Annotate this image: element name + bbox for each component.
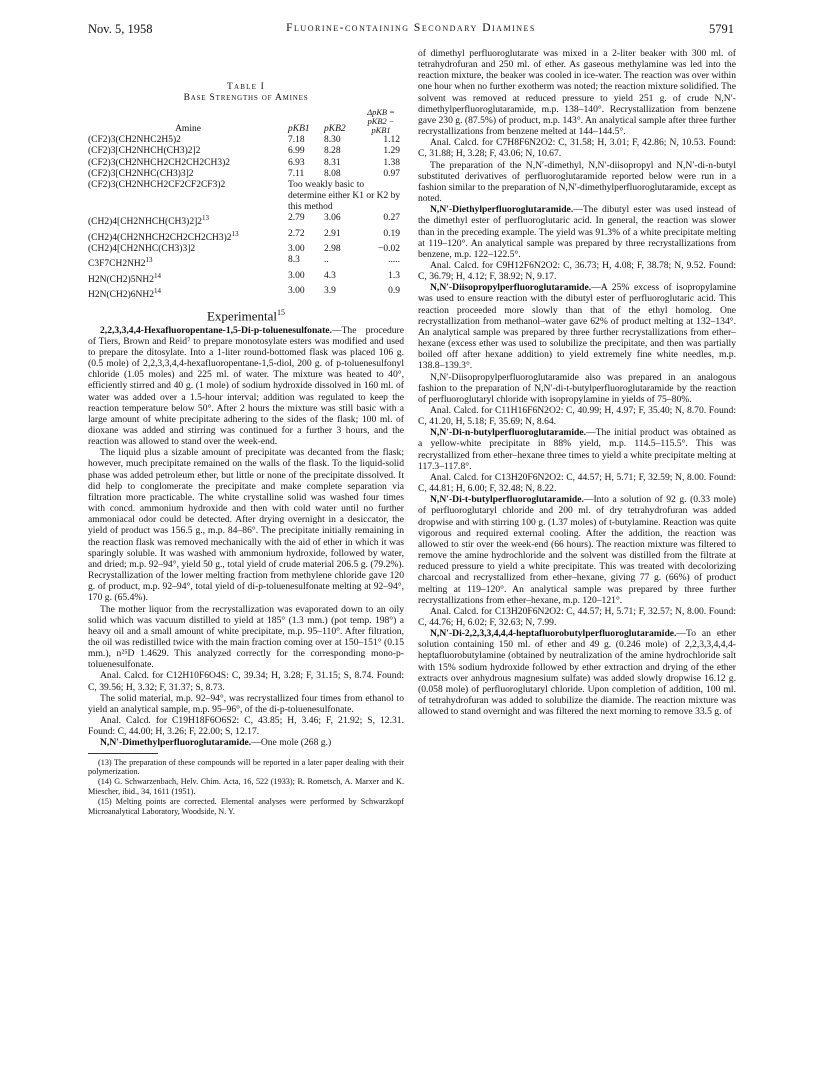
left-paragraph-1-text: —The procedure of Tiers, Brown and Reid⁷ to prepare monotosylate esters was modified and used to prepare the ditosylate. Into a 1-liter round-bottomed flask was placed 106 g. (0.5 mole) of 2,2,3,3,4,4-hexafluoropentane-1,5-diol, 200 g. of p-toluenesulfonyl chloride (1.05 moles) and 225 ml. of water. The mixture was heated to 40°, efficiently stirred and 40 g. (1 mole) of sodium hydroxide dissolved in 160 ml. of water was added over a 1.5-hour interval; addition was regulated to keep the reaction temperature below 50°. After 2 hours the mixture was still basic with a large amount of white precipitate adhering to the sides of the flask; 100 ml. of dioxane was added and stirring was continued for a further 3 hours, and the reaction was allowed to stand over the week-end. [88, 324, 404, 448]
footnote-14: (14) G. Schwarzenbach, Helv. Chim. Acta, 16, 522 (1933); R. Rometsch, A. Marxer and K. Miescher, ibid., 34, 1611 (1951). [88, 777, 404, 797]
table-row [88, 146, 404, 157]
amine-cell [88, 180, 288, 213]
amine-formula: C3F7CH2NH2 [88, 259, 146, 270]
pkb1-cell: 8.3 [288, 255, 300, 266]
right-paragraph-4-text: —A 25% excess of isopropylamine was used to ensure reaction with the dibutyl ester of perfluoroglutaric acid. This reaction proceeded more slowly than that of the ethyl homolog. One recrystallization from methanol–water gave 62% of product melting at 132–134°. An analytical sample was prepared by three further recrystallizations from ether–hexane (excess ether was used to solubilize the precipitate, and then was partially boiled off after hexane addition) to yield extremely fine white needles, m.p. 138.8–139.3°. [418, 282, 736, 372]
right-analysis-2: Anal. Calcd. for C9H12F6N2O2: C, 36.73; H, 4.08; F, 38.78; N, 9.52. Found: C, 36.79; H, 4.12; F, 38.92; N, 9.17. [418, 259, 736, 283]
amine-cell [88, 229, 288, 244]
right-analysis-3: Anal. Calcd. for C11H16F6N2O2: C, 40.99; H, 4.97; F, 35.40; N, 8.70. Found: C, 41.20, H, 5.18; F, 35.69; N, 8.64. [418, 405, 736, 428]
left-paragraph-2: The liquid plus a sizable amount of precipitate was decanted from the flask; however, much precipitate remained on the walls of the flask. To the liquid-solid phase was added petroleum ether, but little or none of the precipitate dissolved. It did help to conglomerate the precipitate and make complete separation via filtration more practicable. The white crystalline solid was washed four times with concd. ammonium hydroxide and then with cold water until no further ammoniacal odor could be detected. After drying overnight in a desiccator, the yield of product was 156.5 g., m.p. 84–86°. The precipitate initially remaining in the reaction flask was removed mechanically with the aid of ether in which it was sparingly soluble. It was washed with ammonium hydroxide, followed by water, and dried; m.p. 92–94°, yield 50 g., total yield of crude material 206.5 g. (79.2%). Recrystallization of the lower melting fraction from methylene chloride gave 120 g. of product, m.p. 92–94°, total yield of di-p-toluenesulfonate melting at 92–94°, 170 g. (65.4%). [88, 447, 404, 604]
left-paragraph-5-text: —One mole (268 g.) [251, 737, 332, 749]
pkb2-cell: 2.98 [324, 244, 341, 255]
amine-formula: (CF2)3[CH2NHC(CH3)3]2 [88, 168, 194, 179]
amine-formula: (CH2)4[CH2NHCH(CH3)2]2 [88, 217, 202, 228]
amine-formula: (CF2)3(CH2NHCH2CH2CH2CH3)2 [88, 157, 230, 168]
amine-formula: (CF2)3(CH2NHC2H5)2 [88, 135, 181, 146]
table-row [88, 229, 404, 244]
amine-ref: 13 [145, 256, 153, 265]
dpk-cell: 0.27 [383, 213, 400, 224]
col-header-dpk: ΔpKB = pKB2 − pKB1 [367, 108, 395, 136]
table-row [88, 255, 404, 270]
footnote-13: (13) The preparation of these compounds will be reported in a later paper dealing with their polymerization. [88, 757, 404, 777]
table-row [88, 213, 404, 228]
dpk-cell: −0.02 [378, 244, 400, 255]
experimental-heading-text: Experimental [206, 308, 278, 324]
right-paragraph-3 [418, 204, 736, 260]
amine-cell [88, 135, 288, 146]
col-header-pkb1: pKB1 [288, 124, 310, 135]
amine-ref: 14 [153, 286, 161, 295]
di-n-butyl-title: N,N′-Di-n-butylperfluoroglutaramide. [430, 427, 587, 439]
amine-cell [88, 146, 288, 157]
left-paragraph-3: The mother liquor from the recrystallization was evaporated down to an oily solid which was vacuum distilled to yield at 185° (1.3 mm.) (pot temp. 198°) a heavy oil and a small amount of white precipitate, m.p. 95–110°. After filtration, the oil was redistilled twice with the main fraction coming over at 150–151° (0.15 mm.), n²⁵D 1.4629. This analyzed correctly for the corresponding mono-p-toluenesulfonate. [88, 603, 404, 671]
amine-cell [88, 169, 288, 180]
footnotes [88, 758, 404, 817]
right-paragraph-4 [418, 282, 736, 371]
amine-ref: 13 [202, 214, 209, 223]
amine-cell [88, 158, 288, 169]
dpk-cell: 0.97 [383, 168, 400, 179]
dpk-cell: 0.19 [383, 228, 400, 239]
pkb2-cell: 4.3 [324, 270, 336, 281]
table-row [88, 244, 404, 255]
header-page-number: 5791 [709, 22, 734, 36]
dpk-cell: 1.12 [383, 135, 400, 146]
pkb2-cell: 2.91 [324, 228, 341, 239]
table-row [88, 180, 404, 213]
amine-cell [88, 271, 288, 286]
dpk-cell: ..... [388, 255, 400, 266]
amine-formula: (CF2)3[CH2NHCH(CH3)2]2 [88, 146, 201, 157]
table-title: Table I [226, 82, 266, 92]
pkb1-cell: 7.11 [288, 168, 305, 179]
amine-formula: H2N(CH2)6NH2 [88, 289, 154, 300]
table-row [88, 169, 404, 180]
right-column [418, 48, 736, 717]
amine-cell [88, 255, 288, 270]
page-header [88, 22, 734, 38]
amine-formula: (CF2)3(CH2NHCH2CF2CF2CF3)2 [88, 179, 226, 190]
table-row [88, 286, 404, 301]
header-date: Nov. 5, 1958 [88, 22, 153, 36]
right-analysis-4: Anal. Calcd. for C13H20F6N2O2: C, 44.57; H, 5.71; F, 32.59; N, 8.00. Found: C, 44.81; H, 6.00; F, 32.48; N, 8.22. [418, 471, 736, 495]
pkb1-cell: 6.99 [288, 146, 305, 157]
pkb2-cell: 8.28 [324, 146, 341, 157]
right-paragraph-2: The preparation of the N,N′-dimethyl, N,N′-diisopropyl and N,N′-di-n-butyl substituted derivatives of perfluoroglutaramide reported below were run in a fashion similar to the preparation of N,N′-dimethylperfluoroglutaramide, except as noted. [418, 159, 736, 205]
left-analysis-2: Anal. Calcd. for C19H18F6O6S2: C, 43.85; H, 3.46; F, 21.92; S, 12.31. Found: C, 44.00; H, 3.26; F, 22.00; S, 12.17. [88, 715, 404, 738]
table-header-row [88, 108, 404, 135]
ditosylate-title: 2,2,3,3,4,4-Hexafluoropentane-1,5-Di-p-toluenesulfonate. [100, 324, 332, 336]
header-title: Fluorine-containing Secondary Diamines [286, 22, 536, 34]
table-row [88, 135, 404, 146]
di-t-butyl-title: N,N′-Di-t-butylperfluoroglutaramide. [430, 494, 584, 506]
right-paragraph-7-text: —Into a solution of 92 g. (0.33 mole) of perfluoroglutaryl chloride and 200 ml. of dry tetrahydrofuran was added dropwise and with stirring 100 g. (1.37 moles) of t-butylamine. Reaction was quite vigorous and required external cooling. After the addition, the reaction was allowed to stir over the week-end (66 hours). The reaction mixture was filtered to remove the amine hydrochloride and the solvent was distilled from the filtrate at reduced pressure to yield a white precipitate. This was treated with decolorizing charcoal and recrystallized from ether–hexane, giving 77 g. (66%) of product melting at 119–120°. An analytical sample was prepared by three further recrystallizations from ether–hexane, m.p. 120–121°. [418, 494, 736, 606]
dpk-cell: 1.3 [388, 270, 400, 281]
diisopropyl-title: N,N′-Diisopropylperfluoroglutaramide. [430, 282, 592, 294]
pkb1-cell: 2.79 [288, 213, 305, 224]
left-paragraph-1 [88, 325, 404, 448]
right-analysis-1: Anal. Calcd. for C7H8F6N2O2: C, 31.58; H, 3.01; F, 42.86; N, 10.53. Found: C, 31.88; H, 3.28; F, 43.06; N, 10.67. [418, 137, 736, 160]
pkb1-cell: 3.00 [288, 270, 305, 281]
pkb2-cell: 8.08 [324, 168, 341, 179]
left-paragraph-5 [88, 737, 404, 748]
left-column [88, 48, 404, 817]
right-paragraph-6-text: —The initial product was obtained as a yellow-white precipitate in 88% yield, m.p. 114.5–115.5°. This was recrystallized from ether–hexane three times to yield a white precipitate melting at 117.3–117.8°. [418, 427, 736, 472]
pkb1-cell: 6.93 [288, 157, 305, 168]
amine-formula: H2N(CH2)5NH2 [88, 274, 154, 285]
heptafluorobutyl-title: N,N′-Di-2,2,3,3,4,4,4-heptafluorobutylperfluoroglutaramide. [430, 628, 677, 640]
col-header-amine: Amine [175, 124, 201, 135]
pkb1-cell: 3.00 [288, 285, 305, 296]
note-cell: Too weakly basic to determine either K1 or K2 by this method [288, 179, 401, 213]
amine-ref: 14 [153, 271, 161, 280]
right-paragraph-3-text: —The dibutyl ester was used instead of the dimethyl ester of perfluoroglutaric acid. In general, the reaction was slower than in the preceding example. The yield was 91.3% of a white precipitate melting at 119–120°. An analytical sample was prepared by three recrystallizations from benzene, m.p. 122–122.5°. [418, 204, 736, 260]
right-paragraph-5: N,N′-Diisopropylperfluoroglutaramide also was prepared in an analogous fashion to the preparation of N,N′-di-t-butylperfluoroglutaramide by the reaction of perfluoroglutaryl chloride with isopropylamine in yields of 75–80%. [418, 371, 736, 405]
left-paragraph-4: The solid material, m.p. 92–94°, was recrystallized four times from ethanol to yield an analytical sample, m.p. 95–96°, of the di-p-toluenesulfonate. [88, 692, 404, 715]
table-body [88, 135, 404, 301]
dimethyl-title: N,N′-Dimethylperfluoroglutaramide. [100, 737, 252, 749]
right-analysis-5: Anal. Calcd. for C13H20F6N2O2: C, 44.57; H, 5.71; F, 32.57; N, 8.00. Found: C, 44.76; H, 6.02; F, 32.63; N, 7.99. [418, 605, 736, 628]
footnote-15: (15) Melting points are corrected. Elemental analyses were performed by Schwarzkopf Microanalytical Laboratory, Woodside, N. Y. [88, 797, 404, 817]
table-row [88, 271, 404, 286]
col-header-pkb2: pKB2 [324, 124, 346, 135]
right-paragraph-8 [418, 628, 736, 717]
table-row [88, 158, 404, 169]
pkb2-cell: 8.30 [324, 135, 341, 146]
right-paragraph-7 [418, 494, 736, 606]
amine-cell [88, 286, 288, 301]
amine-formula: (CH2)4[CH2NHC(CH3)3]2 [88, 244, 196, 255]
pkb2-cell: 3.9 [324, 285, 336, 296]
left-analysis-1: Anal. Calcd. for C12H10F6O4S: C, 39.34; H, 3.28; F, 31.15; S, 8.74. Found: C, 39.56; H, 3.32; F, 31.37; S, 8.73. [88, 670, 404, 693]
diethyl-title: N,N′-Diethylperfluoroglutaramide. [430, 204, 574, 216]
pkb1-cell: 2.72 [288, 228, 305, 239]
dpk-cell: 1.29 [383, 146, 400, 157]
pkb1-cell: 7.18 [288, 135, 305, 146]
experimental-ref: 15 [277, 308, 286, 318]
pkb2-cell: .. [324, 255, 329, 266]
right-paragraph-8-text: —To an ether solution containing 150 ml. of ether and 49 g. (0.246 mole) of 2,2,3,3,4,4,4-heptafluorobutylamine (obtained by neutralization of the amine hydrochloride salt with 15% sodium hydroxide followed by ether extraction and drying of the ether extracts over anhydrous magnesium sulfate) was added slowly dropwise 16.12 g. (0.058 mole) of perfluoroglutaryl chloride. Upon completion of addition, 100 ml. of tetrahydrofuran was added to solubilize the diamide. The reaction mixture was allowed to stand overnight and was filtered the next morning to remove 33.5 g. of [418, 628, 736, 718]
dpk-cell: 0.9 [388, 285, 400, 296]
amine-formula: (CH2)4(CH2NHCH2CH2CH2CH3)2 [88, 232, 232, 243]
dpk-cell: 1.38 [383, 157, 400, 168]
pkb2-cell: 3.06 [324, 213, 341, 224]
footnote-rule [88, 753, 158, 754]
amine-cell [88, 213, 288, 228]
base-strength-table [88, 108, 404, 301]
amine-ref: 13 [231, 229, 239, 238]
right-paragraph-1: of dimethyl perfluoroglutarate was mixed in a 2-liter beaker with 300 ml. of tetrahydrofuran and 250 ml. of ether. As gaseous methylamine was led into the reaction mixture, the beaker was cooled in ice-water. The reaction was over within one hour when no further exotherm was noted; the reaction mixture solidified. The solvent was removed at reduced pressure to yield 251 g. of crude N,N′-dimethylperfluoroglutaramide, m.p. 138–140°. Recrystallization from benzene gave 230 g. (87.5%) of product, m.p. 143°. An analytical sample after three further recrystallizations from benzene melted at 144–144.5°. [418, 48, 736, 138]
table-subtitle: Base Strengths of Amines [183, 93, 309, 104]
pkb1-cell: 3.00 [288, 244, 305, 255]
right-paragraph-6 [418, 427, 736, 472]
amine-cell [88, 244, 288, 255]
experimental-heading [88, 307, 404, 324]
pkb2-cell: 8.31 [324, 157, 341, 168]
